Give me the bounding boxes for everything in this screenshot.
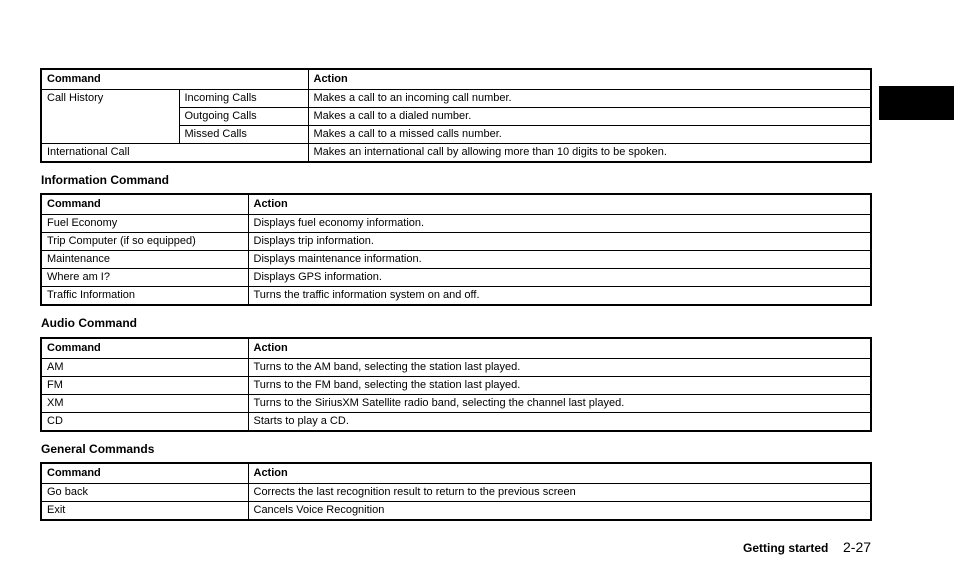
- header-action: Action: [248, 194, 871, 215]
- command-cell: Where am I?: [41, 269, 248, 287]
- call-history-cell: Call History: [41, 90, 179, 144]
- header-command: Command: [41, 194, 248, 215]
- command-cell: Traffic Information: [41, 287, 248, 306]
- table-row: [41, 359, 871, 377]
- header-action: Action: [248, 463, 871, 484]
- action-cell: Turns to the SiriusXM Satellite radio band, selecting the channel last played.: [248, 395, 871, 413]
- general-commands-title: General Commands: [41, 442, 155, 456]
- command-cell: Go back: [41, 484, 248, 502]
- command-cell: XM: [41, 395, 248, 413]
- action-cell: Displays trip information.: [248, 233, 871, 251]
- action-cell: Displays maintenance information.: [248, 251, 871, 269]
- action-cell: Makes a call to a dialed number.: [308, 108, 871, 126]
- command-cell: Fuel Economy: [41, 215, 248, 233]
- footer-section-label: Getting started: [743, 541, 829, 555]
- audio-command-title: Audio Command: [41, 316, 137, 330]
- action-cell: Corrects the last recognition result to return to the previous screen: [248, 484, 871, 502]
- table-row: [41, 233, 871, 251]
- header-command: Command: [41, 463, 248, 484]
- information-command-table: [40, 193, 872, 306]
- header-action: Action: [308, 69, 871, 90]
- action-cell: Makes a call to an incoming call number.: [308, 90, 871, 108]
- general-commands-table: [40, 462, 872, 521]
- header-command: Command: [41, 338, 248, 359]
- action-cell: Turns the traffic information system on and off.: [248, 287, 871, 306]
- table-row: [41, 377, 871, 395]
- sub-command-cell: Incoming Calls: [179, 90, 308, 108]
- phone-command-table: [40, 68, 872, 163]
- sub-command-cell: Outgoing Calls: [179, 108, 308, 126]
- action-cell: Cancels Voice Recognition: [248, 502, 871, 521]
- action-cell: Turns to the AM band, selecting the station last played.: [248, 359, 871, 377]
- table-header-row: [41, 69, 871, 90]
- command-cell: AM: [41, 359, 248, 377]
- page-number: 2-27: [843, 539, 872, 555]
- sub-command-cell: Missed Calls: [179, 126, 308, 144]
- table-row: [41, 90, 871, 108]
- audio-command-table: [40, 337, 872, 432]
- table-row: [41, 484, 871, 502]
- information-command-title: Information Command: [41, 173, 169, 187]
- command-cell: FM: [41, 377, 248, 395]
- table-row: [41, 269, 871, 287]
- table-row: [41, 251, 871, 269]
- table-row: [41, 413, 871, 432]
- header-action: Action: [248, 338, 871, 359]
- table-header-row: [41, 463, 871, 484]
- header-command: Command: [41, 69, 308, 90]
- action-cell: Starts to play a CD.: [248, 413, 871, 432]
- command-cell: Trip Computer (if so equipped): [41, 233, 248, 251]
- chapter-tab-marker: [879, 86, 954, 120]
- command-cell: Exit: [41, 502, 248, 521]
- action-cell: Displays GPS information.: [248, 269, 871, 287]
- action-cell: Makes an international call by allowing more than 10 digits to be spoken.: [308, 144, 871, 163]
- table-row: [41, 395, 871, 413]
- action-cell: Displays fuel economy information.: [248, 215, 871, 233]
- action-cell: Makes a call to a missed calls number.: [308, 126, 871, 144]
- table-header-row: [41, 194, 871, 215]
- action-cell: Turns to the FM band, selecting the station last played.: [248, 377, 871, 395]
- table-row: [41, 502, 871, 521]
- command-cell: CD: [41, 413, 248, 432]
- table-row: [41, 287, 871, 306]
- command-cell: International Call: [41, 144, 308, 163]
- command-cell: Maintenance: [41, 251, 248, 269]
- table-header-row: [41, 338, 871, 359]
- table-row: [41, 215, 871, 233]
- table-row: [41, 144, 871, 163]
